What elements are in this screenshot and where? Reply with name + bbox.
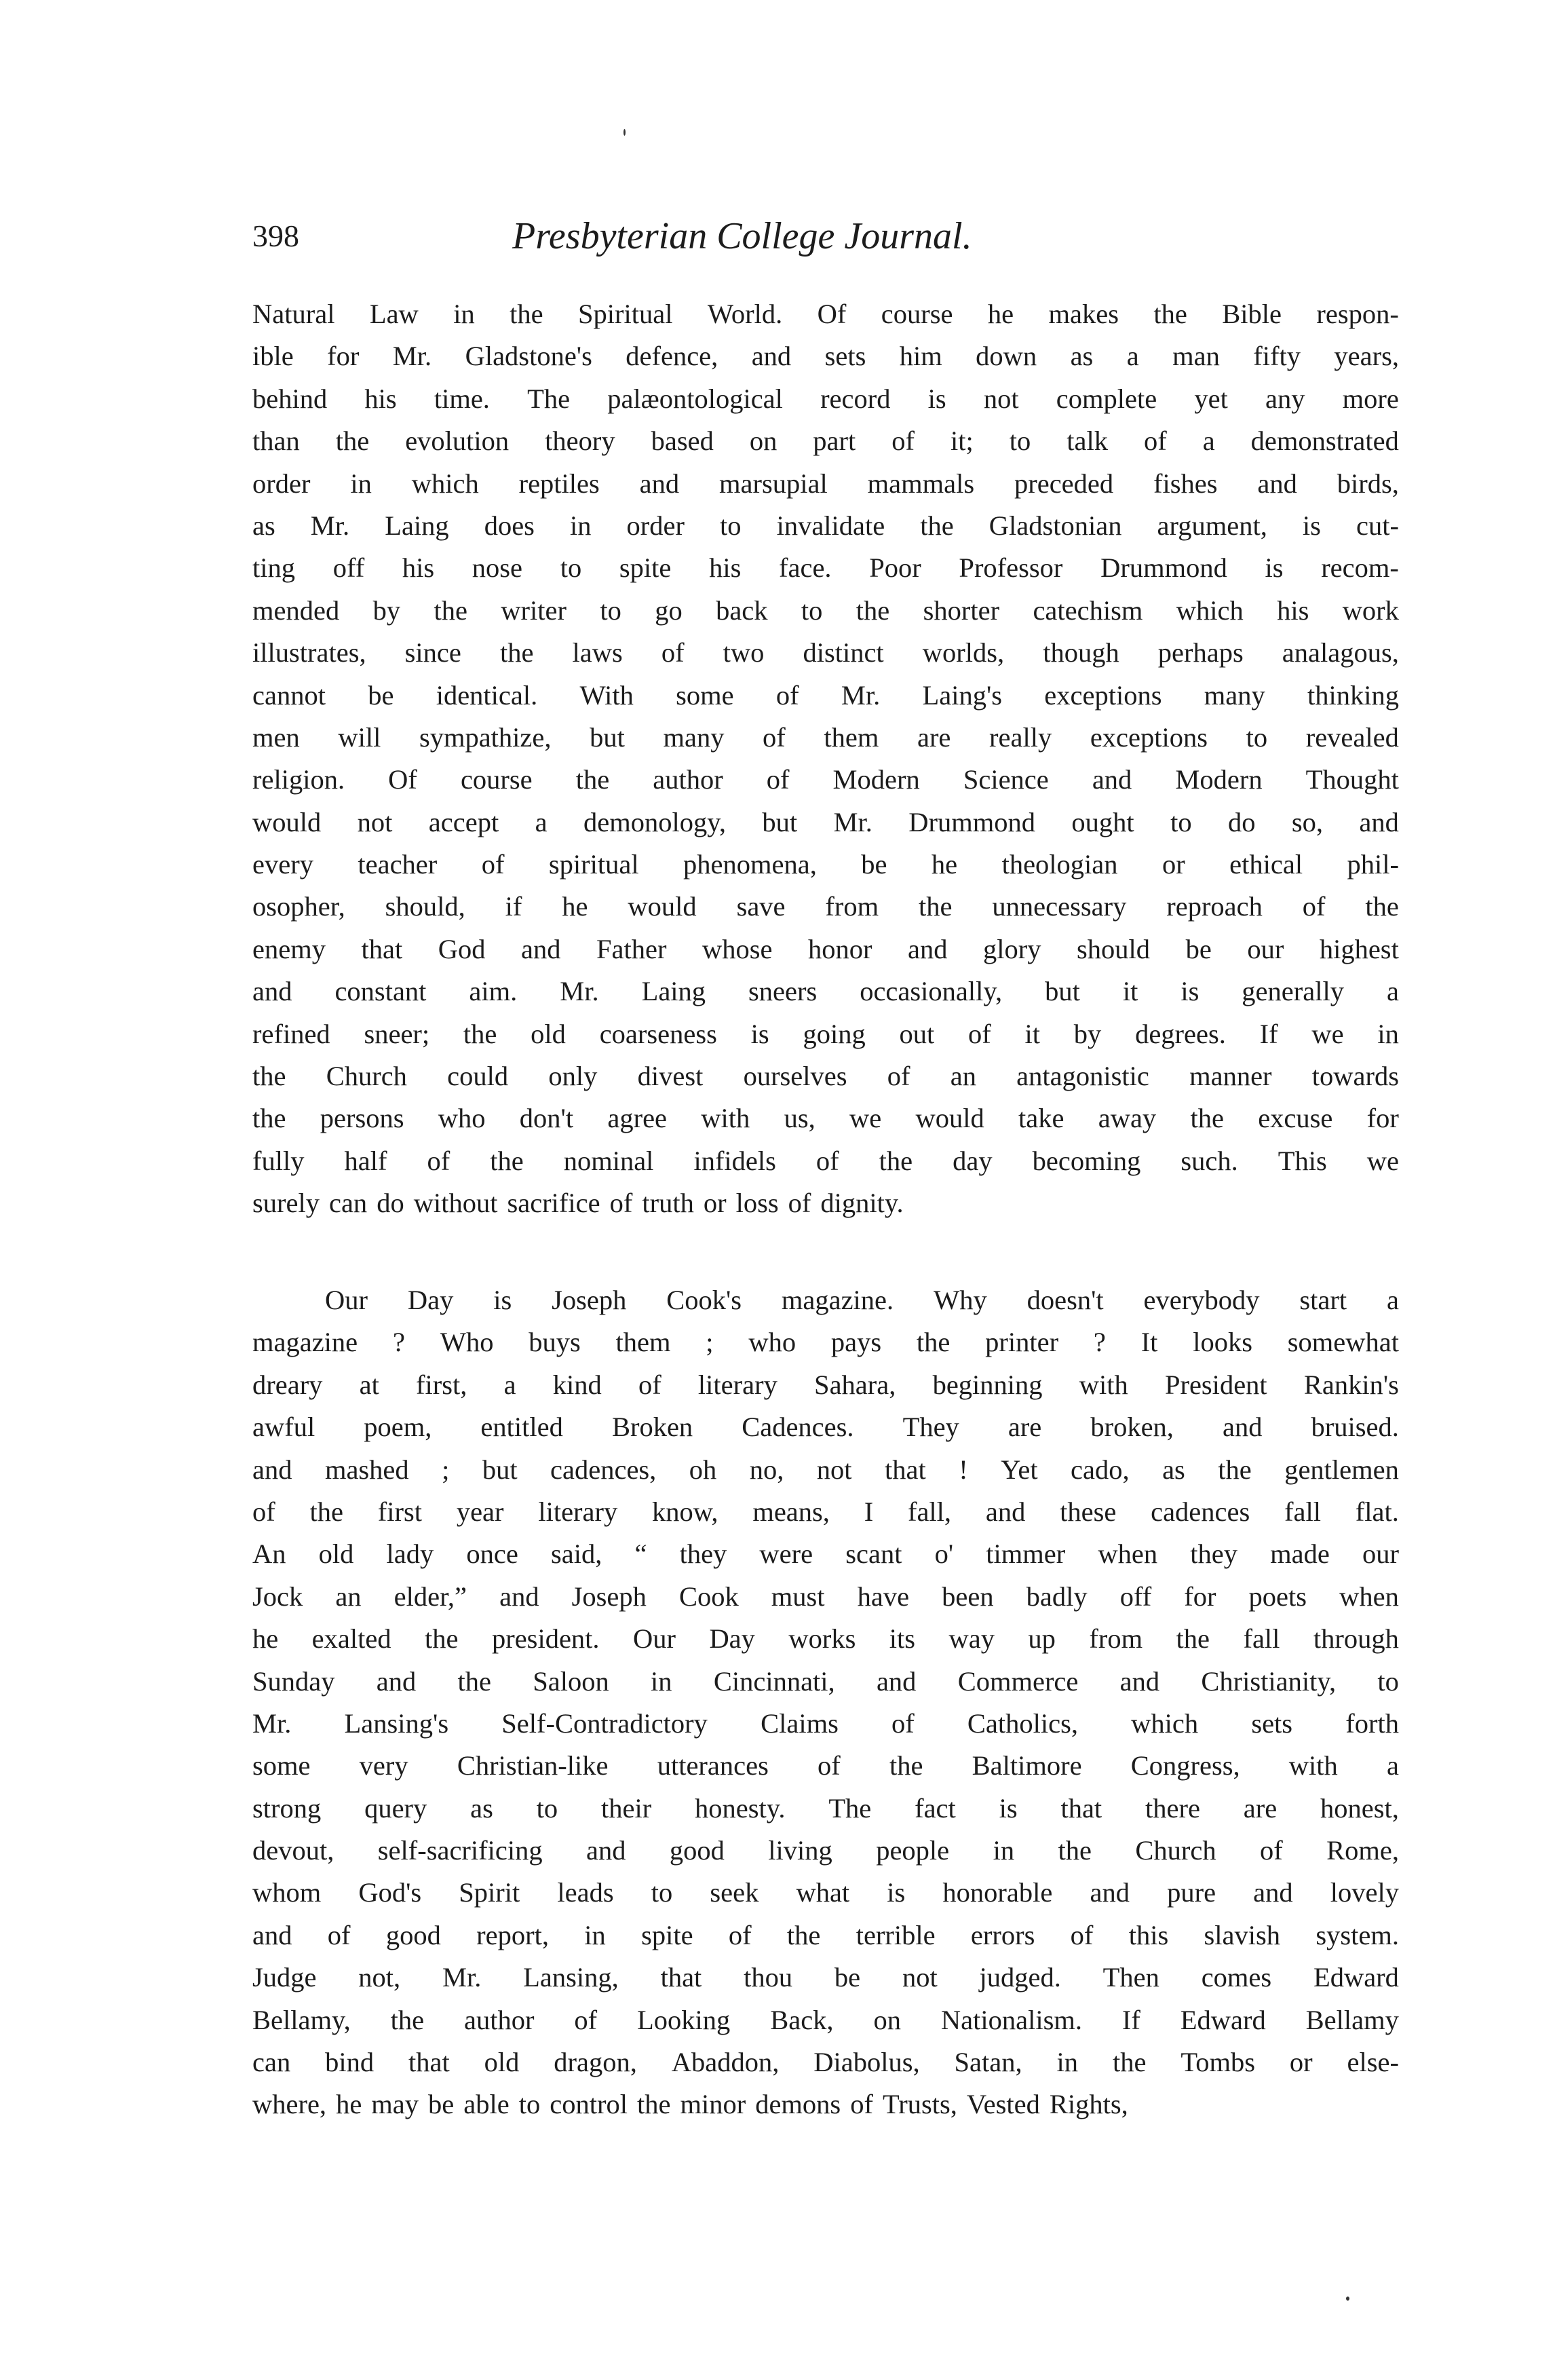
text-line: than the evolution theory based on part of it; to talk of a demonstrated	[252, 426, 1399, 457]
text-line: cannot be identical. With some of Mr. Laing's exceptions many thinking	[252, 679, 1399, 711]
text-line: Bellamy, the author of Looking Back, on Nationalism. If Edward Bellamy	[252, 2004, 1399, 2035]
text-line: Judge not, Mr. Lansing, that thou be not judged. Then comes Edward	[252, 1962, 1399, 1993]
text-line: mended by the writer to go back to the shorter catechism which his work	[252, 594, 1399, 626]
text-line: osopher, should, if he would save from the unnecessary reproach of the	[252, 891, 1399, 922]
text-line: behind his time. The palæontological record is not complete yet any more	[252, 383, 1399, 414]
text-line: Mr. Lansing's Self-Contradictory Claims of Catholics, which sets forth	[252, 1707, 1399, 1739]
text-line: strong query as to their honesty. The fact is that there are honest,	[252, 1792, 1399, 1824]
text-line: and mashed ; but cadences, oh no, not that ! Yet cado, as the gentlemen	[252, 1454, 1399, 1485]
running-title: Presbyterian College Journal.	[512, 215, 972, 257]
text-line: where, he may be able to control the minor demons of Trusts, Vested Rights,	[252, 2089, 1128, 2120]
text-line: surely can do without sacrifice of truth or loss of dignity.	[252, 1188, 904, 1219]
scan-speck	[623, 129, 626, 136]
text-line: some very Christian-like utterances of the Baltimore Congress, with a	[252, 1750, 1399, 1781]
page-number: 398	[252, 219, 299, 253]
paragraph	[252, 1279, 1399, 2126]
text-line: magazine ? Who buys them ; who pays the printer ? It looks somewhat	[252, 1327, 1399, 1358]
text-line: as Mr. Laing does in order to invalidate the Gladstonian argument, is cut-	[252, 510, 1399, 541]
text-line: illustrates, since the laws of two distinct worlds, though perhaps analagous,	[252, 637, 1399, 668]
text-line: dreary at first, a kind of literary Sahara, beginning with President Rankin's	[252, 1369, 1399, 1400]
text-line: An old lady once said, “ they were scant o' timmer when they made our	[252, 1538, 1399, 1570]
scan-speck	[1346, 2297, 1349, 2301]
text-line: order in which reptiles and marsupial mammals preceded fishes and birds,	[252, 468, 1399, 499]
text-line: would not accept a demonology, but Mr. Drummond ought to do so, and	[252, 806, 1399, 837]
text-line: Jock an elder,” and Joseph Cook must have been badly off for poets when	[252, 1581, 1399, 1612]
text-line: religion. Of course the author of Modern Science and Modern Thought	[252, 764, 1399, 795]
text-line: enemy that God and Father whose honor and glory should be our highest	[252, 933, 1399, 964]
text-line: the persons who don't agree with us, we would take away the excuse for	[252, 1103, 1399, 1134]
text-line: and of good report, in spite of the terrible errors of this slavish system.	[252, 1919, 1399, 1950]
text-line: devout, self-sacrificing and good living people in the Church of Rome,	[252, 1835, 1399, 1866]
text-line: of the first year literary know, means, I fall, and these cadences fall flat.	[252, 1496, 1399, 1527]
text-line: awful poem, entitled Broken Cadences. They are broken, and bruised.	[252, 1412, 1399, 1443]
text-line: fully half of the nominal infidels of the day becoming such. This we	[252, 1145, 1399, 1176]
paragraph	[252, 293, 1399, 1225]
text-line: and constant aim. Mr. Laing sneers occasionally, but it is generally a	[252, 976, 1399, 1007]
text-line: can bind that old dragon, Abaddon, Diabolus, Satan, in the Tombs or else-	[252, 2047, 1399, 2078]
text-line: ible for Mr. Gladstone's defence, and sets him down as a man fifty years,	[252, 341, 1399, 372]
text-line: refined sneer; the old coarseness is going out of it by degrees. If we in	[252, 1018, 1399, 1049]
text-line: ting off his nose to spite his face. Poor Professor Drummond is recom-	[252, 552, 1399, 584]
text-line: he exalted the president. Our Day works its way up from the fall through	[252, 1623, 1399, 1655]
page-header	[252, 209, 1406, 263]
text-line: Our Day is Joseph Cook's magazine. Why doesn't everybody start a	[325, 1285, 1399, 1315]
text-line: whom God's Spirit leads to seek what is honorable and pure and lovely	[252, 1877, 1399, 1908]
text-line: every teacher of spiritual phenomena, be he theologian or ethical phil-	[252, 849, 1399, 880]
text-line: Sunday and the Saloon in Cincinnati, and Commerce and Christianity, to	[252, 1665, 1399, 1697]
text-line: men will sympathize, but many of them are really exceptions to revealed	[252, 721, 1399, 753]
text-line: Natural Law in the Spiritual World. Of course he makes the Bible respon-	[252, 299, 1399, 329]
text-line: the Church could only divest ourselves of an antagonistic manner towards	[252, 1061, 1399, 1092]
